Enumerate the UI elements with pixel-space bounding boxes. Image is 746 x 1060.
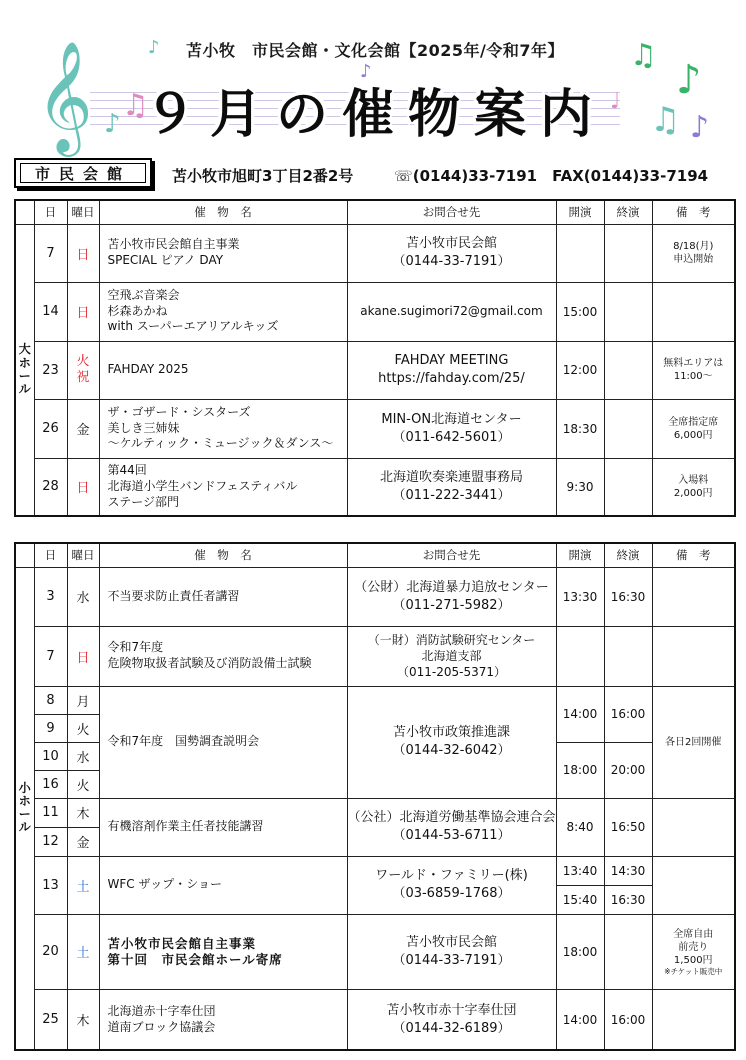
event-name: 苫小牧市民会館自主事業 SPECIAL ピアノ DAY (99, 224, 347, 282)
event-end (604, 224, 652, 282)
event-end: 14:30 (604, 856, 652, 885)
table-row (15, 458, 735, 516)
header-day: 日 (34, 543, 67, 567)
event-day: 9 (34, 714, 67, 742)
table-header-row (15, 543, 735, 567)
event-day: 14 (34, 282, 67, 341)
event-contact: （一財）消防試験研究センター 北海道支部 （011-205-5371） (347, 626, 556, 686)
event-start: 9:30 (556, 458, 604, 516)
event-day: 28 (34, 458, 67, 516)
event-start: 18:00 (556, 914, 604, 990)
header-contact: お問合せ先 (347, 543, 556, 567)
event-end (604, 458, 652, 516)
event-dow: 月 (67, 686, 99, 714)
event-name: 不当要求防止責任者講習 (99, 567, 347, 626)
event-note (652, 990, 735, 1050)
event-contact: FAHDAY MEETING https://fahday.com/25/ (347, 341, 556, 399)
header-subtitle: 苫小牧 市民会館・文化会館【2025年/令和7年】 (185, 41, 564, 60)
event-name: ザ・ゴザード・シスターズ 美しき三姉妹 ～ケルティック・ミュージック＆ダンス～ (99, 399, 347, 458)
music-note-icon: ♫ (650, 100, 681, 140)
event-note (652, 856, 735, 914)
event-name: 空飛ぶ音楽会 杉森あかね with スーパーエアリアルキッズ (99, 282, 347, 341)
event-end: 16:50 (604, 798, 652, 856)
event-dow: 日 (67, 282, 99, 341)
event-end: 16:30 (604, 567, 652, 626)
large-hall-label: 大 ホ ー ル (15, 224, 34, 516)
header-start: 開演 (556, 543, 604, 567)
header-note: 備 考 (652, 543, 735, 567)
event-dow: 土 (67, 914, 99, 990)
event-start: 13:40 (556, 856, 604, 885)
table-row (15, 914, 735, 990)
event-start: 12:00 (556, 341, 604, 399)
header-blank (15, 543, 34, 567)
event-end: 20:00 (604, 742, 652, 798)
event-name: 苫小牧市民会館自主事業 第十回 市民会館ホール寄席 (99, 914, 347, 990)
event-day: 20 (34, 914, 67, 990)
event-day: 10 (34, 742, 67, 770)
event-name: WFC ザップ・ショー (99, 856, 347, 914)
venue-name-box (14, 158, 152, 188)
header-start: 開演 (556, 200, 604, 224)
event-name: FAHDAY 2025 (99, 341, 347, 399)
event-dow: 日 (67, 458, 99, 516)
event-dow: 日 (67, 626, 99, 686)
event-dow: 水 (67, 742, 99, 770)
table-row (15, 224, 735, 282)
header-banner (30, 30, 720, 150)
event-note: 全席指定席 6,000円 (652, 399, 735, 458)
event-contact: （公財）北海道暴力追放センター （011-271-5982） (347, 567, 556, 626)
event-end: 16:00 (604, 686, 652, 742)
event-dow: 火 (67, 770, 99, 798)
event-note-main: 全席自由 前売り 1,500円 (673, 928, 714, 966)
table-row (15, 399, 735, 458)
event-end (604, 914, 652, 990)
event-note: 無料エリアは 11:00～ (652, 341, 735, 399)
music-note-icon: ♫ (630, 38, 657, 73)
event-dow: 金 (67, 827, 99, 856)
event-day: 8 (34, 686, 67, 714)
event-start (556, 626, 604, 686)
event-note (652, 567, 735, 626)
header-event-name: 催 物 名 (99, 200, 347, 224)
event-start: 18:30 (556, 399, 604, 458)
event-contact: （公社）北海道労働基準協会連合会 （0144-53-6711） (347, 798, 556, 856)
event-day: 11 (34, 798, 67, 827)
event-dow: 土 (67, 856, 99, 914)
event-end (604, 282, 652, 341)
event-end: 16:00 (604, 990, 652, 1050)
event-day: 3 (34, 567, 67, 626)
event-note: 入場料 2,000円 (652, 458, 735, 516)
large-hall-table (14, 199, 736, 517)
treble-clef-icon: 𝄞 (36, 40, 93, 152)
header-end: 終演 (604, 543, 652, 567)
event-dow: 金 (67, 399, 99, 458)
small-hall-label: 小 ホ ー ル (15, 567, 34, 1050)
event-day: 16 (34, 770, 67, 798)
music-note-icon: ♪ (148, 37, 160, 58)
music-note-icon: ♩ (610, 89, 621, 114)
event-name: 第44回 北海道小学生バンドフェスティバル ステージ部門 (99, 458, 347, 516)
event-contact: 苫小牧市民会館 （0144-33-7191） (347, 224, 556, 282)
header-end: 終演 (604, 200, 652, 224)
header-blank (15, 200, 34, 224)
event-dow: 水 (67, 567, 99, 626)
header-dow: 曜日 (67, 543, 99, 567)
event-name: 有機溶剤作業主任者技能講習 (99, 798, 347, 856)
header-event-name: 催 物 名 (99, 543, 347, 567)
header-contact: お問合せ先 (347, 200, 556, 224)
event-contact: 苫小牧市赤十字奉仕団 （0144-32-6189） (347, 990, 556, 1050)
table-header-row (15, 200, 735, 224)
event-contact: 苫小牧市政策推進課 （0144-32-6042） (347, 686, 556, 798)
table-row (15, 686, 735, 714)
event-day: 26 (34, 399, 67, 458)
event-start: 14:00 (556, 990, 604, 1050)
table-row (15, 341, 735, 399)
music-note-icon: ♫ (122, 88, 149, 123)
event-contact: 北海道吹奏楽連盟事務局 （011-222-3441） (347, 458, 556, 516)
page-title: ９月の催物案内 (143, 85, 606, 145)
venue-info (14, 158, 734, 190)
event-note (652, 626, 735, 686)
table-row (15, 282, 735, 341)
table-row (15, 626, 735, 686)
event-end (604, 626, 652, 686)
music-note-icon: ♪ (676, 57, 702, 103)
music-note-icon: ♪ (104, 109, 121, 139)
event-name: 北海道赤十字奉仕団 道南ブロック協議会 (99, 990, 347, 1050)
event-name: 令和7年度 危険物取扱者試験及び消防設備士試験 (99, 626, 347, 686)
table-row (15, 567, 735, 626)
event-start (556, 224, 604, 282)
event-day: 25 (34, 990, 67, 1050)
header-note: 備 考 (652, 200, 735, 224)
event-day: 23 (34, 341, 67, 399)
event-start: 8:40 (556, 798, 604, 856)
event-dow: 火 (67, 714, 99, 742)
music-note-icon: ♪ (690, 110, 710, 145)
event-start: 14:00 (556, 686, 604, 742)
venue-address: 苫小牧市旭町3丁目2番2号 (172, 167, 354, 185)
table-row (15, 990, 735, 1050)
venue-contact: ☏(0144)33-7191 FAX(0144)33-7194 (394, 167, 709, 185)
event-dow: 木 (67, 798, 99, 827)
event-note: 8/18(月) 申込開始 (652, 224, 735, 282)
table-row (15, 856, 735, 885)
event-contact: 苫小牧市民会館 （0144-33-7191） (347, 914, 556, 990)
event-contact: MIN-ON北海道センター （011-642-5601） (347, 399, 556, 458)
event-day: 12 (34, 827, 67, 856)
header-day: 日 (34, 200, 67, 224)
table-row (15, 798, 735, 827)
event-dow: 日 (67, 224, 99, 282)
event-start: 18:00 (556, 742, 604, 798)
event-dow: 木 (67, 990, 99, 1050)
event-contact: akane.sugimori72@gmail.com (347, 282, 556, 341)
small-hall-table (14, 542, 736, 1051)
event-contact: ワールド・ファミリー(株) （03-6859-1768） (347, 856, 556, 914)
venue-name: 市民会館 (34, 164, 131, 183)
event-end (604, 399, 652, 458)
event-start: 13:30 (556, 567, 604, 626)
event-note-small: ※チケット販売中 (664, 966, 723, 976)
event-dow: 火 祝 (67, 341, 99, 399)
event-end: 16:30 (604, 885, 652, 914)
event-day: 7 (34, 626, 67, 686)
event-note (652, 282, 735, 341)
event-end (604, 341, 652, 399)
music-note-icon: ♪ (360, 61, 372, 82)
event-note (652, 914, 735, 990)
event-name: 令和7年度 国勢調査説明会 (99, 686, 347, 798)
event-start: 15:00 (556, 282, 604, 341)
header-dow: 曜日 (67, 200, 99, 224)
event-note: 各日2回開催 (652, 686, 735, 798)
event-start: 15:40 (556, 885, 604, 914)
event-day: 13 (34, 856, 67, 914)
event-day: 7 (34, 224, 67, 282)
event-note (652, 798, 735, 856)
